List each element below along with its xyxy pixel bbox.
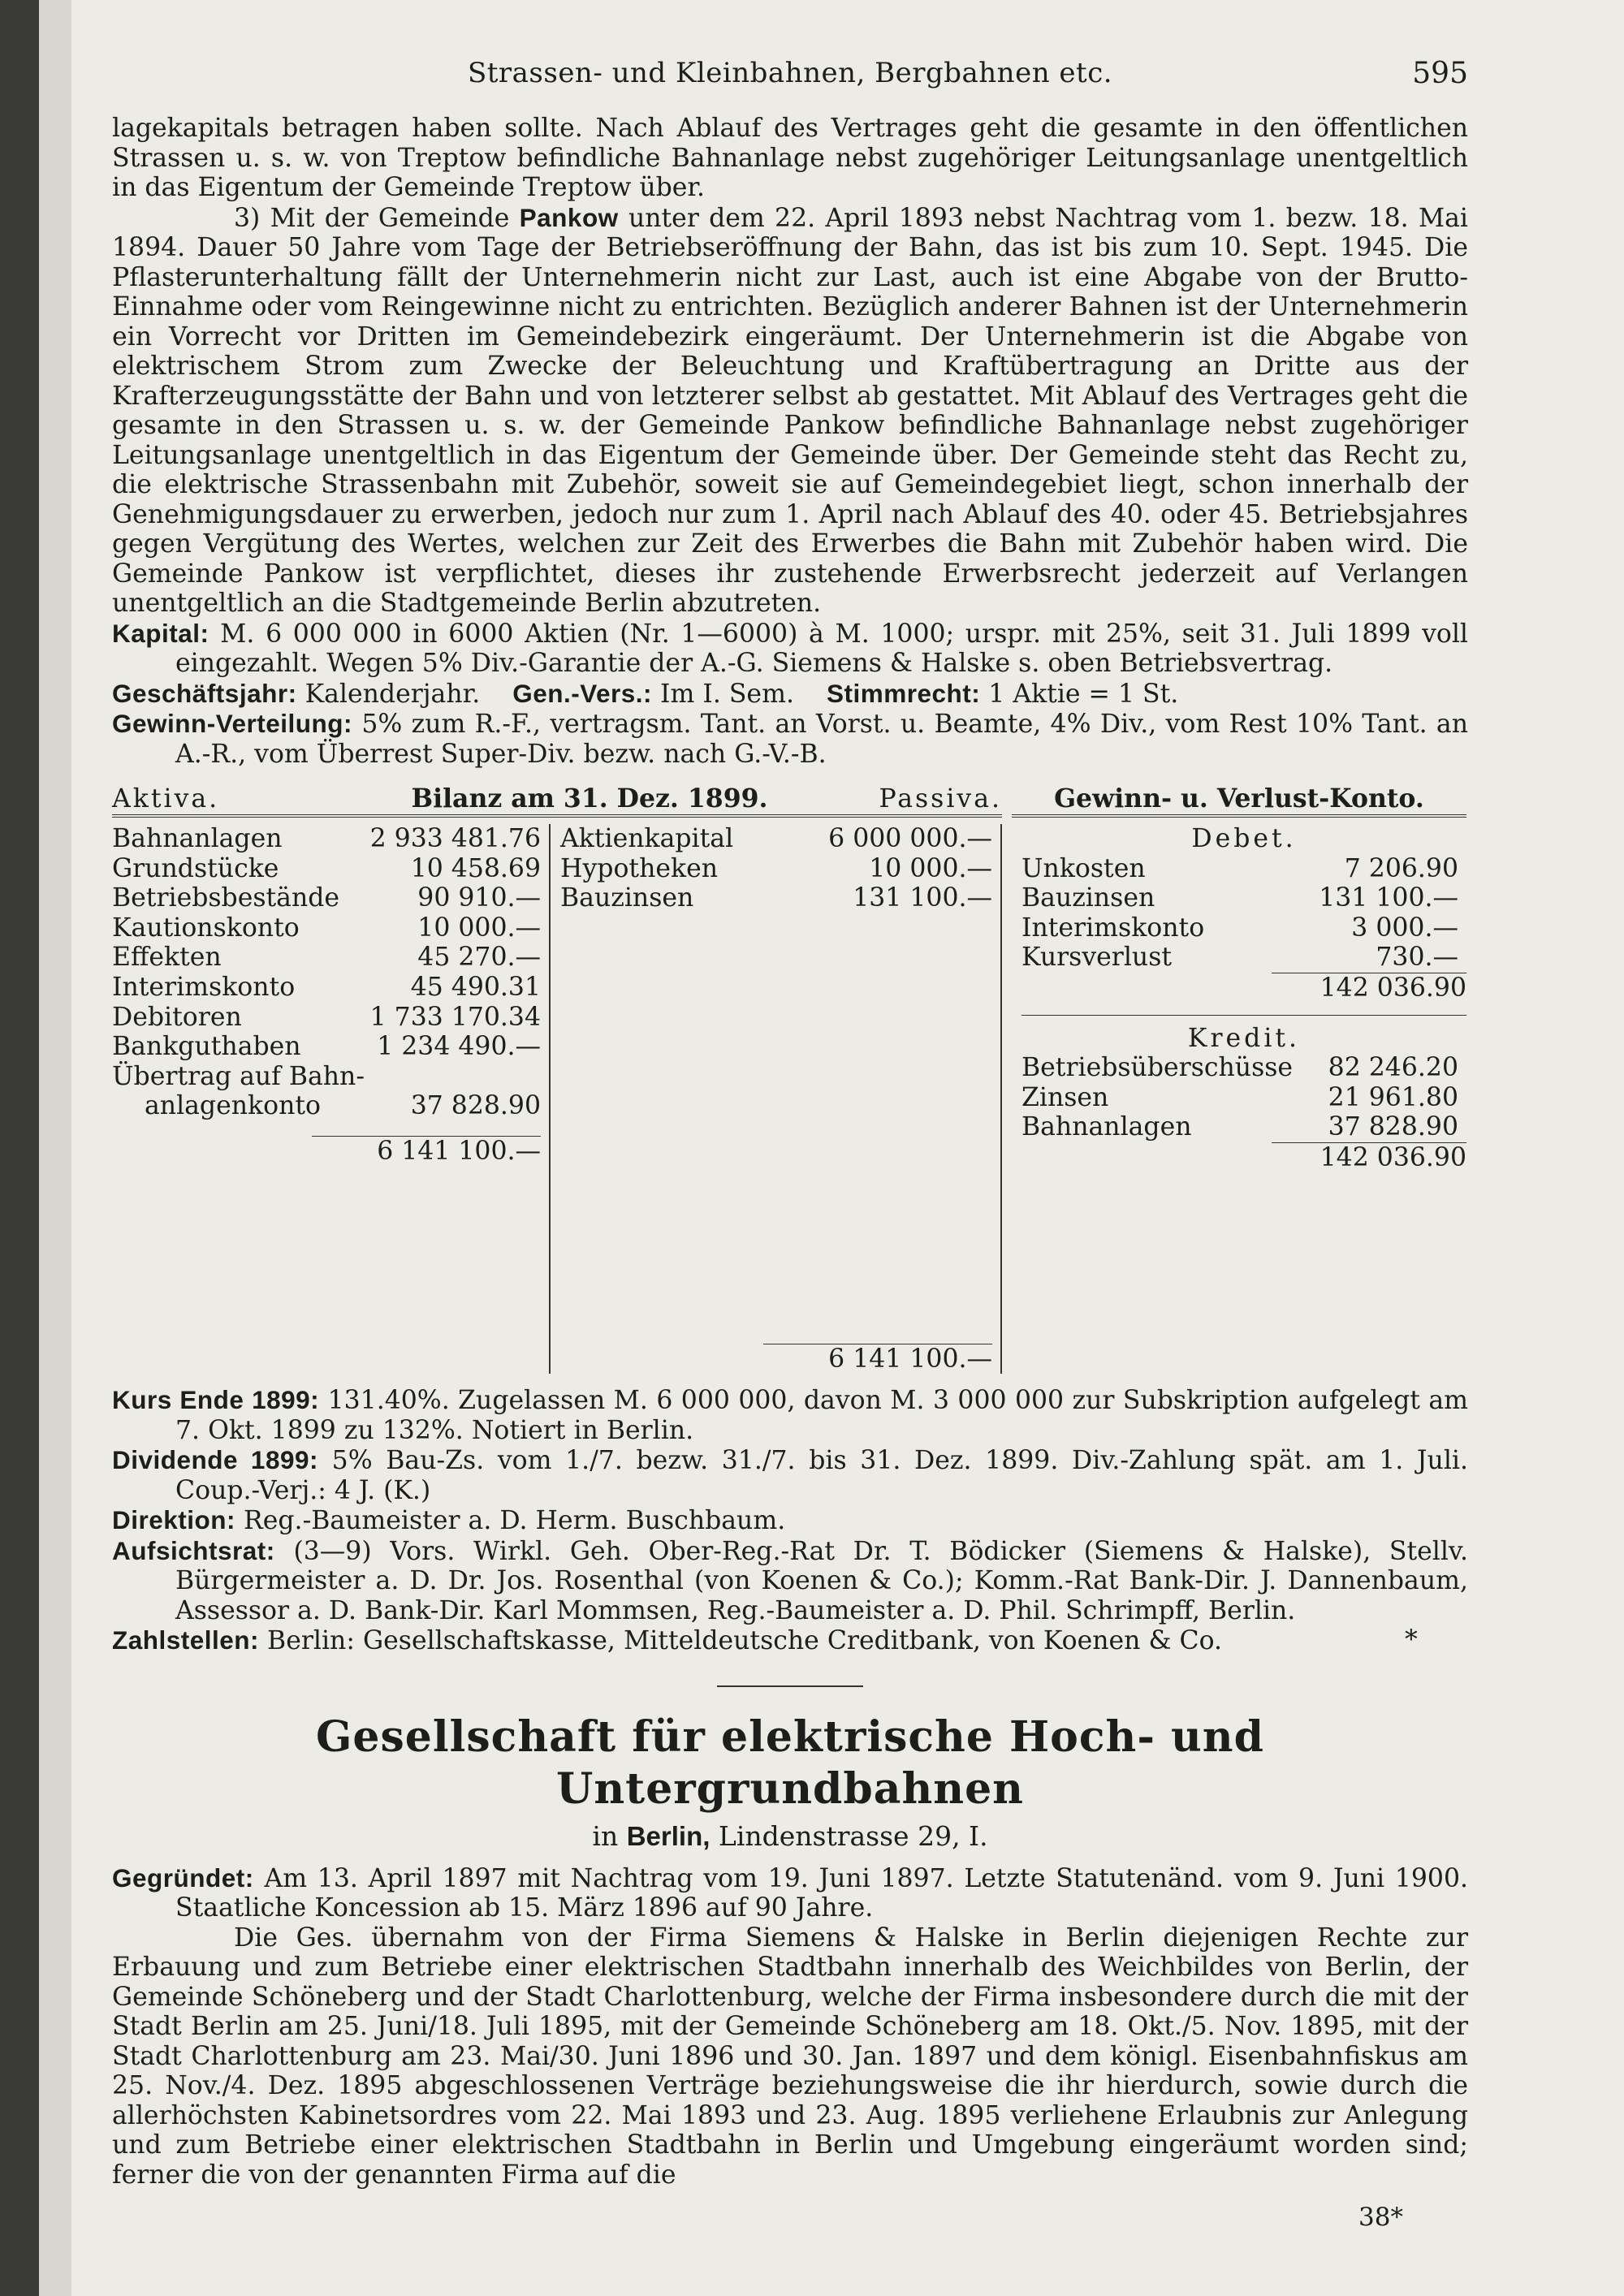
table-row (112, 943, 549, 973)
row-label: Bahnanlagen (1021, 1112, 1192, 1142)
table-row (112, 1003, 549, 1033)
table-row (112, 824, 549, 854)
signature-mark: 38* (1358, 2203, 1403, 2233)
geschaeftsjahr (112, 679, 480, 710)
kurs-text: 131.40%. Zugelassen M. 6 000 000, davon M. 3 000 000 zur Subskription aufgelegt am 7. Okt. 1899 zu 132%. Notiert in Berlin. (175, 1386, 1468, 1445)
row-label: Bauzinsen (1021, 883, 1155, 913)
row-label: Interimskonto (112, 972, 296, 1002)
row-label: anlagenkonto (145, 1091, 321, 1121)
dividende-entry (112, 1445, 1468, 1505)
section-separator (717, 1685, 863, 1687)
row-value: 82 246.20 (1328, 1053, 1458, 1083)
debet-total-row (1021, 973, 1466, 1003)
gewinn-verlust-table (1012, 779, 1466, 1374)
row-value: 730.— (1376, 943, 1458, 973)
debet-total: 142 036.90 (1272, 973, 1466, 1003)
company-street: Lindenstrasse 29, I. (710, 1819, 988, 1852)
kapital-entry (112, 619, 1468, 679)
row-label: Bahnanlagen (112, 824, 283, 853)
stimmrecht (827, 679, 1178, 710)
row-value: 10 000.— (869, 853, 992, 883)
row-label: Übertrag auf Bahn- (112, 1061, 365, 1091)
table-row (112, 913, 549, 943)
gv-divider (1021, 1015, 1466, 1016)
table-row (1021, 1112, 1466, 1142)
gen-vers-label: Gen.-Vers.: (512, 678, 653, 708)
row-label: Hypotheken (560, 853, 719, 883)
aufsichtsrat-text: (3—9) Vors. Wirkl. Geh. Ober-Reg.-Rat Dr. T. Bödicker (Siemens & Halske), Stellv. Bürgermeister a. D. Dr. Jos. Rosenthal (von Koenen & Co.); Komm.-Rat Bank-Dir. J. Dannenbaum, Assessor a. D. Bank-Dir. Karl Mommsen, Reg.-Baumeister a. D. Phil. Schrimpff, Berlin. (175, 1536, 1468, 1625)
direktion-label: Direktion: (112, 1505, 236, 1535)
table-row (112, 973, 549, 1003)
row-label: Aktienkapital (560, 824, 734, 853)
aktiva-rows (112, 824, 549, 1121)
table-row (1021, 1083, 1466, 1113)
fiscal-row (112, 679, 1468, 710)
direktion-entry (112, 1505, 1468, 1536)
row-label: Unkosten (1021, 853, 1146, 883)
financial-tables (112, 779, 1468, 1374)
geschaeftsjahr-label: Geschäftsjahr: (112, 678, 297, 708)
row-label: Kautionskonto (112, 913, 300, 943)
company-title: Gesellschaft für elektrische Hoch- und Untergrundbahnen (316, 1711, 1264, 1814)
row-value: 3 000.— (1351, 913, 1458, 943)
row-label: Kursverlust (1021, 943, 1173, 973)
row-label: Interimskonto (1021, 913, 1205, 943)
gen-vers (512, 679, 794, 710)
dividende-label: Dividende 1899: (112, 1445, 318, 1475)
page-number: 595 (1412, 57, 1468, 90)
kapital-label: Kapital: (112, 618, 209, 648)
debet-rows (1021, 854, 1466, 973)
row-value: 2 933 481.76 (369, 824, 542, 853)
table-row (112, 883, 549, 913)
table-row (112, 1032, 549, 1062)
row-label: Bankguthaben (112, 1032, 301, 1062)
book-spine-shadow (0, 0, 39, 2296)
paragraph-treptow: lagekapitals betragen haben sollte. Nach Ablauf des Vertrages geht die gesamte in den öffentlichen Strassen u. s. w. von Treptow befindliche Bahnanlage nebst zugehöriger Leitungsanlage unentgeltlich in das Eigentum der Gemeinde Treptow über. (112, 114, 1468, 202)
row-value: 37 828.90 (410, 1091, 542, 1121)
aufsichtsrat-entry (112, 1536, 1468, 1626)
row-label: Betriebsbestände (112, 883, 340, 913)
pankow-text: unter dem 22. April 1893 nebst Nachtrag vom 1. bezw. 18. Mai 1894. Dauer 50 Jahre vom Tage der Betriebseröffnung der Bahn, das ist bis zum 10. Sept. 1945. Die Pflasterunterhaltung fällt der Unternehmerin nicht zur Last, auch ist eine Abgabe von der Brutto-Einnahme oder vom Reingewinne nicht zu entrichten. Bezüglich anderer Bahnen ist der Unternehmerin ein Vorrecht vor Dritten im Gemeindebezirk eingeräumt. Der Unternehmerin ist die Abgabe von elektrischem Strom zum Zwecke der Beleuchtung und Kraftübertragung an Dritte aus der Krafterzeugungsstätte der Bahn und von letzterer selbst ab gestattet. Mit Ablauf des Vertrages geht die gesamte in den Strassen u. s. w. der Gemeinde Pankow befindliche Bahnanlage nebst zugehöriger Leitungsanlage unentgeltlich in das Eigentum der Gemeinde über. Der Gemeinde steht das Recht zu, die elektrische Strassenbahn mit Zubehör, soweit sie auf Gemeindegebiet liegt, schon innerhalb der Genehmigungsdauer zu erwerben, jedoch nur zum 1. April nach Ablauf des 40. oder 45. Betriebsjahres gegen Vergütung des Wertes, welchen zur Zeit des Erwerbes die Bahn mit Zubehör haben wird. Die Gemeinde Pankow ist verpflichtet, dieses ihr zustehende Erwerbsrecht jederzeit auf Verlangen unentgeltlich an die Stadtgemeinde Berlin abzutreten. (112, 203, 1469, 618)
zahlstellen-entry: Zahlstellen: Berlin: Gesellschaftskasse, Mitteldeutsche Creditbank, von Koenen & Co. * (112, 1625, 1418, 1656)
row-value: 45 270.— (417, 943, 542, 973)
kredit-total: 142 036.90 (1272, 1142, 1466, 1173)
pankow-lead: 3) Mit der Gemeinde (234, 203, 520, 233)
row-label: Zinsen (1021, 1082, 1109, 1112)
table-row (1021, 883, 1466, 913)
bilanz-title: Bilanz am 31. Dez. 1899. (411, 783, 768, 814)
passiva-column (551, 824, 1002, 1374)
row-label: Effekten (112, 943, 222, 973)
kredit-rows (1021, 1053, 1466, 1142)
passiva-total: 6 141 100.— (763, 1344, 992, 1375)
stimmrecht-label: Stimmrecht: (826, 678, 981, 708)
gv-header (1012, 779, 1466, 818)
row-value: 90 910.— (417, 883, 542, 913)
table-row (112, 1091, 549, 1121)
pankow-name: Pankow (519, 202, 619, 232)
page-gutter (39, 0, 71, 2296)
passiva-head: Passiva. (879, 784, 1002, 814)
gewinn-verteilung-label: Gewinn-Verteilung: (112, 709, 353, 738)
gen-vers-text: Im I. Sem. (652, 679, 794, 709)
page (112, 57, 1468, 2232)
table-row (1021, 943, 1466, 973)
kurs-label: Kurs Ende 1899: (112, 1385, 320, 1415)
gv-body (1012, 818, 1466, 1173)
passiva-total-row (551, 1344, 1000, 1375)
zahlstellen-text: Berlin: Gesellschaftskasse, Mitteldeutsche Creditbank, von Koenen & Co. (259, 1626, 1223, 1656)
passiva-spacer (551, 913, 1000, 1329)
bilanz-columns (112, 818, 1002, 1374)
company-city: Berlin, (626, 1820, 710, 1851)
paragraph-pankow (112, 203, 1468, 619)
table-row (112, 1062, 549, 1092)
kredit-head: Kredit. (1187, 1023, 1301, 1053)
gv-title: Gewinn- u. Verlust-Konto. (1054, 783, 1424, 814)
bilanz-table (112, 779, 1002, 1374)
bilanz-header (112, 779, 1002, 818)
gegruendet-entry (112, 1863, 1468, 1923)
stimmrecht-text: 1 Aktie = 1 St. (980, 679, 1179, 709)
dividende-text: 5% Bau-Zs. vom 1./7. bezw. 31./7. bis 31. Dez. 1899. Div.-Zahlung spät. am 1. Juli. Coup.-Verj.: 4 J. (K.) (175, 1446, 1468, 1505)
row-value: 10 458.69 (410, 853, 542, 883)
passiva-rows (551, 824, 1000, 913)
debet-head: Debet. (1191, 824, 1297, 853)
row-value: 131 100.— (853, 883, 992, 913)
row-label: Betriebsüberschüsse (1021, 1053, 1294, 1083)
row-value: 7 206.90 (1344, 853, 1458, 883)
geschaeftsjahr-text: Kalenderjahr. (296, 679, 481, 709)
company-paragraph: Die Ges. übernahm von der Firma Siemens & Halske in Berlin diejenigen Rechte zur Erbauung und zum Betriebe einer elektrischen Stadtbahn innerhalb des Weichbildes von Berlin, der Gemeinde Schöneberg und der Stadt Charlottenburg, welche der Firma insbesondere durch die mit der Stadt Berlin am 25. Juni/18. Juli 1895, mit der Gemeinde Schöneberg am 18. Okt./5. Nov. 1895, mit der Stadt Charlottenburg am 23. Mai/30. Juni 1896 und 30. Jan. 1897 und dem königl. Eisenbahnfiskus am 25. Nov./4. Dez. 1895 abgeschlossenen Verträge beziehungsweise die ihr hierdurch, sowie durch die allerhöchsten Kabinetsordres vom 22. Mai 1893 und 23. Aug. 1895 verliehene Erlaubnis zur Anlegung und zum Betriebe einer elektrischen Stadtbahn in Berlin und Umgebung eingeräumt worden sind; ferner die von der genannten Firma auf die (112, 1923, 1468, 2190)
address-lead: in (592, 1819, 627, 1852)
table-row (1021, 913, 1466, 943)
row-value: 131 100.— (1319, 883, 1458, 913)
row-value: 6 000 000.— (828, 824, 992, 853)
gegruendet-label: Gegründet: (112, 1862, 254, 1892)
table-row (1021, 1053, 1466, 1083)
row-value: 1 733 170.34 (369, 1002, 542, 1032)
kredit-total-row (1021, 1142, 1466, 1173)
aufsichtsrat-label: Aufsichtsrat: (112, 1535, 275, 1565)
row-label: Grundstücke (112, 853, 279, 883)
zahlstellen-label: Zahlstellen: (112, 1625, 260, 1655)
running-title: Strassen- und Kleinbahnen, Bergbahnen etc. (467, 57, 1113, 89)
table-row (551, 854, 1000, 884)
row-label: Bauzinsen (560, 883, 694, 913)
gewinn-verteilung (112, 709, 1468, 769)
row-value: 37 828.90 (1328, 1112, 1458, 1142)
row-value: 21 961.80 (1328, 1082, 1458, 1112)
row-label: Debitoren (112, 1002, 242, 1032)
table-row (551, 883, 1000, 913)
table-row (112, 854, 549, 884)
running-head (112, 57, 1468, 114)
kapital-text: M. 6 000 000 in 6000 Aktien (Nr. 1—6000) à M. 1000; urspr. mit 25%, seit 31. Juli 1899 voll eingezahlt. Wegen 5% Div.-Garantie der A.-G. Siemens & Halske s. oben Betriebsvertrag. (175, 619, 1468, 678)
row-value: 10 000.— (417, 913, 542, 943)
row-value: 1 234 490.— (377, 1032, 542, 1062)
row-value: 45 490.31 (410, 972, 542, 1002)
direktion-text: Reg.-Baumeister a. D. Herm. Buschbaum. (235, 1506, 786, 1536)
table-row (1021, 854, 1466, 884)
aktiva-total-row (112, 1136, 549, 1167)
aktiva-column (112, 824, 551, 1374)
kurs-entry (112, 1385, 1468, 1445)
gewinn-verteilung-text: 5% zum R.-F., vertragsm. Tant. an Vorst. u. Beamte, 4% Div., vom Rest 10% Tant. an A.-R., vom Überrest Super-Div. bezw. nach G.-V.-B. (175, 710, 1468, 769)
aktiva-head: Aktiva. (112, 784, 220, 814)
gegruendet-text: Am 13. April 1897 mit Nachtrag vom 19. Juni 1897. Letzte Statutenänd. vom 9. Juni 1900. Staatliche Koncession ab 15. März 1896 auf 90 Jahre. (175, 1863, 1468, 1923)
aktiva-total: 6 141 100.— (312, 1136, 541, 1167)
table-row (551, 824, 1000, 854)
company-address (112, 1820, 1468, 1852)
